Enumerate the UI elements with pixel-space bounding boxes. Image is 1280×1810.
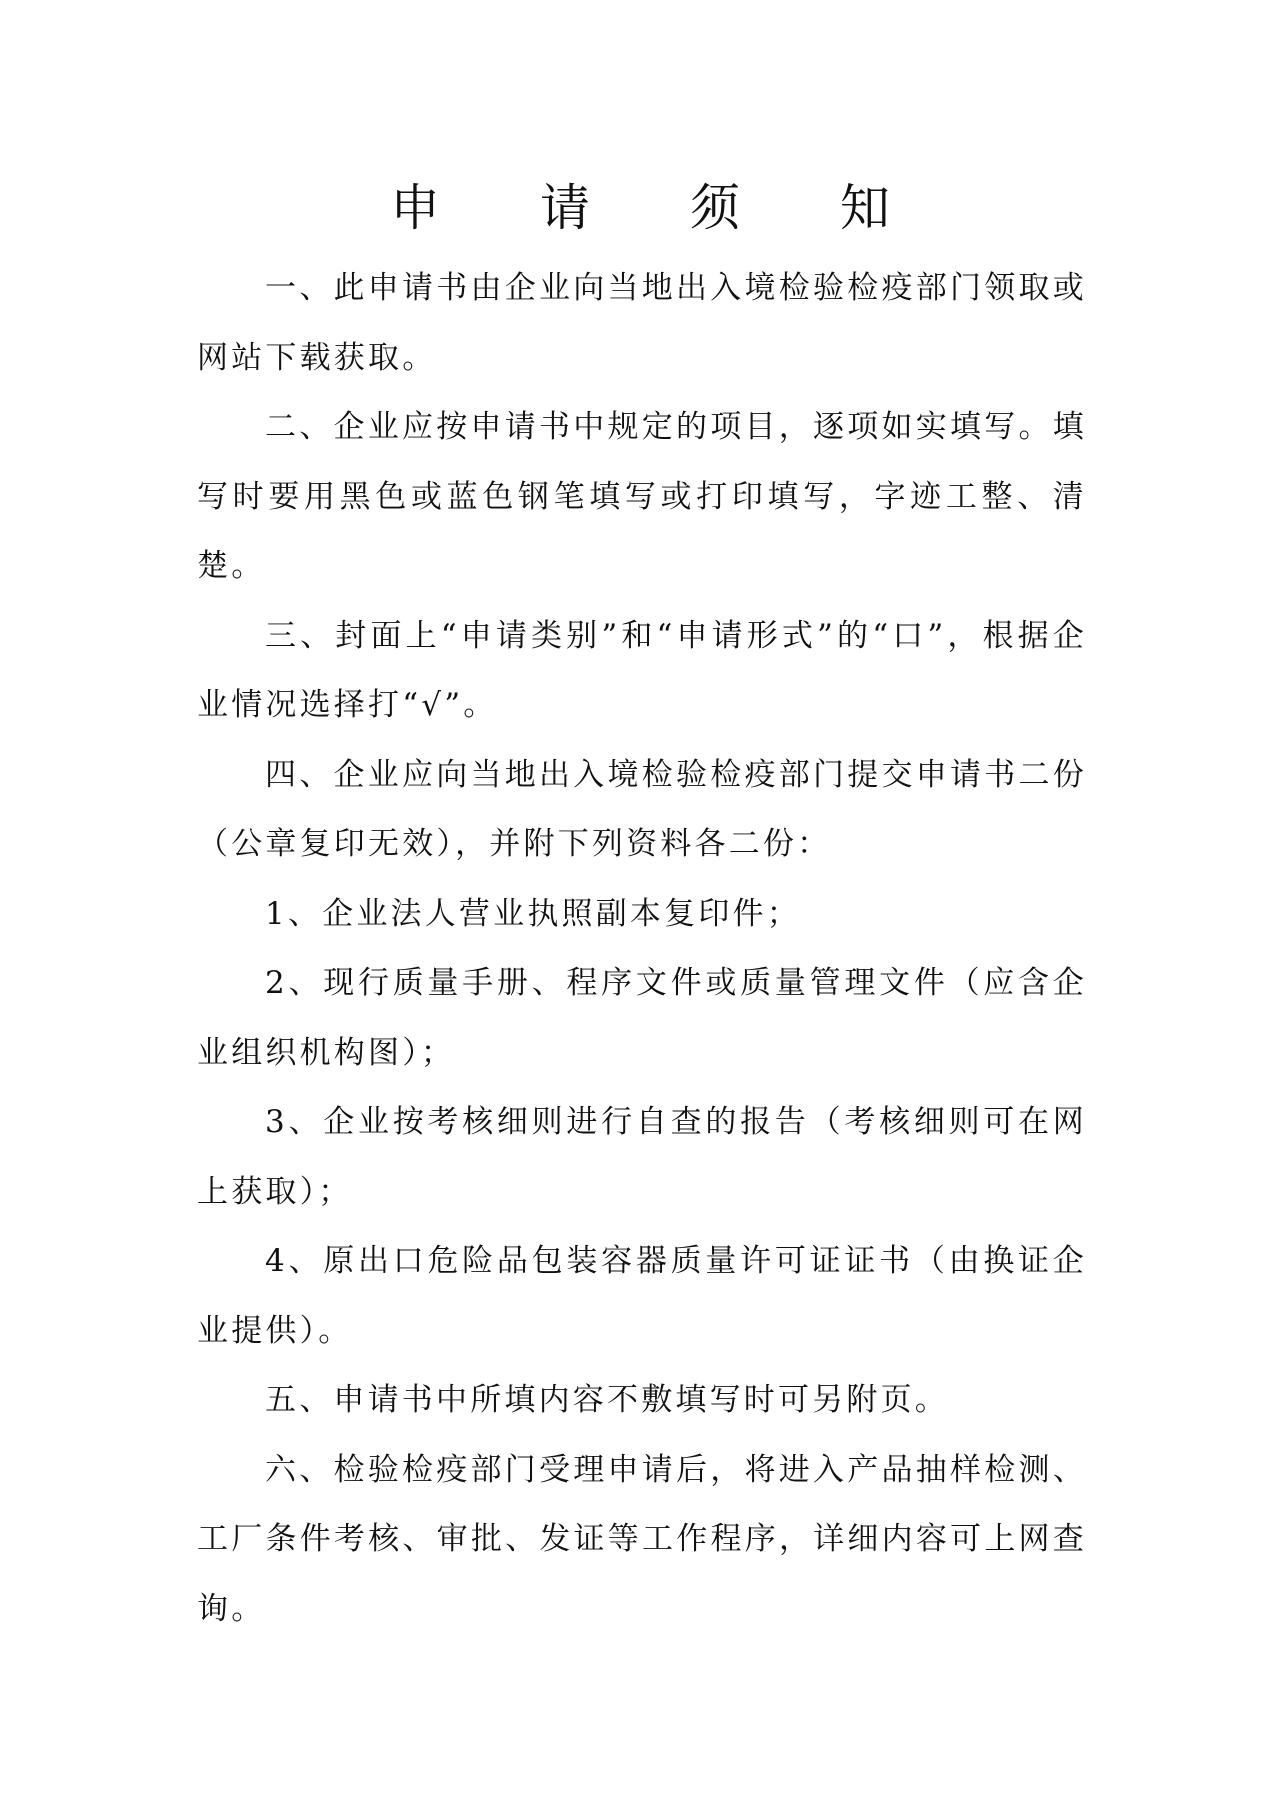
document-body (197, 254, 1087, 1644)
paragraph-5: 五、申请书中所填内容不敷填写时可另附页。 (265, 1382, 949, 1418)
document-title: 申 请 须 知 (390, 179, 932, 237)
paragraph-3: 三、封面上“申请类别”和“申请形式”的“口”，根据企业情况选择打“√”。 (197, 617, 1087, 723)
list-item-3: 3、企业按考核细则进行自查的报告（考核细则可在网上获取）； (197, 1104, 1087, 1210)
paragraph-2: 二、企业应按申请书中规定的项目，逐项如实填写。填写时要用黑色或蓝色钢笔填写或打印填写，字迹工整、清楚。 (197, 409, 1087, 584)
list-item-1: 1、企业法人营业执照副本复印件； (265, 895, 801, 932)
list-item-4: 4、原出口危险品包装容器质量许可证证书（由换证企业提供）。 (197, 1243, 1087, 1349)
paragraph-1: 一、此申请书由企业向当地出入境检验检疫部门领取或网站下载获取。 (197, 270, 1087, 376)
paragraph-6: 六、检验检疫部门受理申请后，将进入产品抽样检测、工厂条件考核、审批、发证等工作程序，详细内容可上网查询。 (197, 1451, 1087, 1627)
list-item-2: 2、现行质量手册、程序文件或质量管理文件（应含企业组织机构图）； (197, 965, 1087, 1071)
paragraph-4: 四、企业应向当地出入境检验检疫部门提交申请书二份（公章复印无效），并附下列资料各二份： (197, 756, 1087, 862)
